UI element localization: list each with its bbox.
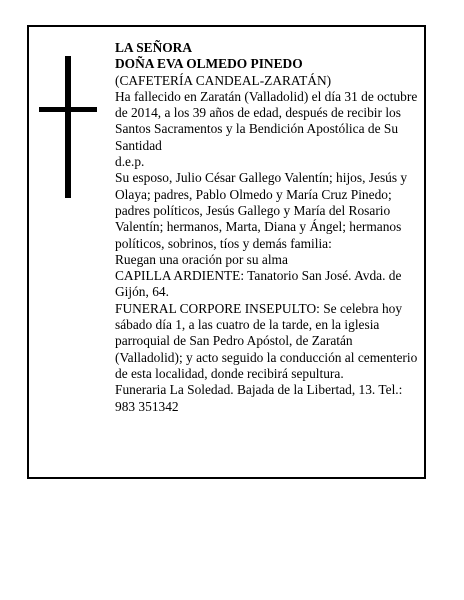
deceased-name: DOÑA EVA OLMEDO PINEDO [115,56,303,72]
chapel-info: CAPILLA ARDIENTE: Tanatorio San José. Avda. de Gijón, 64. [115,268,402,300]
cross-horizontal-bar [39,107,97,112]
death-announcement: Ha fallecido en Zaratán (Valladolid) el día 31 de octubre de 2014, a los 39 años de edad, después de recibir los Santos Sacramentos y la Bendición Apostólica de Su Santidad [115,88,418,153]
funeral-info: FUNERAL CORPORE INSEPULTO: Se celebra hoy sábado día 1, a las cuatro de la tarde, en la iglesia parroquial de San Pedro Apóstol, de Zaratán (Valladolid); y acto seguido la conducción al cementerio de esta localidad, donde recibirá sepultura. [115,300,418,381]
obituary-notice [27,25,426,479]
rip-text: d.e.p. [115,154,145,170]
affiliation: (CAFETERÍA CANDEAL-ZARATÁN) [115,72,332,88]
funeral-home-info: Funeraria La Soledad. Bajada de la Libertad, 13. Tel.: 983 351342 [115,382,403,414]
cross-icon [39,56,97,198]
family-list: Su esposo, Julio César Gallego Valentín; hijos, Jesús y Olaya; padres, Pablo Olmedo y María Cruz Pinedo; padres políticos, Jesús Gallego y María del Rosario Valentín; hermanos, Marta, Diana y Ángel; hermanos políticos, sobrinos, tíos y demás familia: [115,170,408,251]
prayer-request: Ruegan una oración por su alma [115,251,288,267]
cross-vertical-bar [65,56,71,198]
honorific: LA SEÑORA [115,40,193,55]
notice-text [115,40,419,415]
